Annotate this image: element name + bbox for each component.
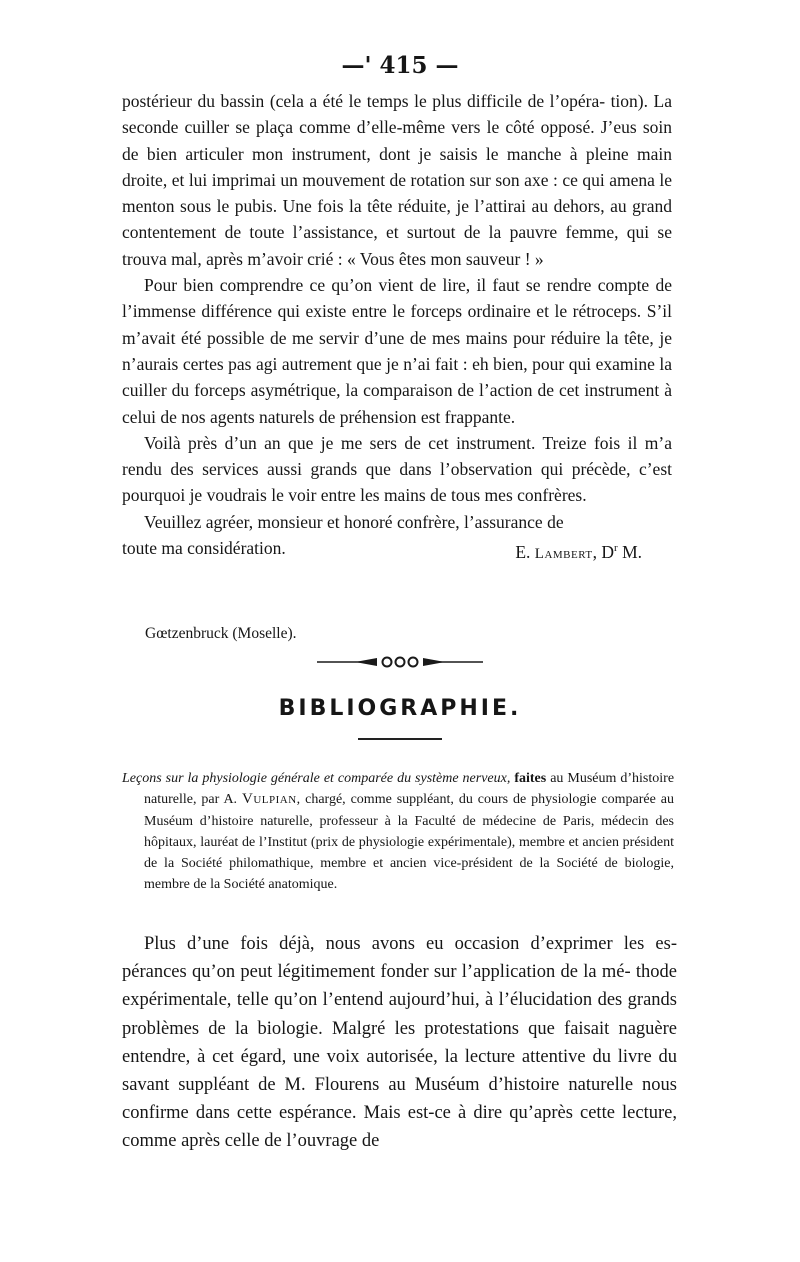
letter-paragraph-3: Voilà près d’un an que je me sers de cet instrument. Treize fois il m’a rendu des services aussi grands que dans l’observation qui précède, c’est pourquoi je voudrais le voir entre les mains de tous mes confrères. [122,432,672,506]
letter-paragraph-4: Veuillez agréer, monsieur et honoré confrère, l’assurance de [144,511,564,532]
letter-paragraph-2: Pour bien comprendre ce qu’on vient de lire, il faut se rendre compte de l’immense différence qui existe entre le forceps ordinaire et le rétroceps. S’il m’avait été possible de me servir d’une de mes mains pour réduire la tête, je n’aurais certes pas agi autrement que je n’ai fait : eh bien, pour qui examine la cuiller du forceps asymétrique, la comparaison de l’action de cet instrument à celui de nos agents naturels de préhension est frappante. [122,275,672,427]
book-title: Leçons sur la physiologie générale et comparée du système nerveux, [122,771,511,786]
title-rule [358,738,442,740]
letter-paragraph-1: postérieur du bassin (cela a été le temps le plus difficile de l’opéra- tion). La seconde cuiller se plaça comme d’elle-même vers le côté opposé. J’eus soin de bien articuler mon instrument, dont je saisis le manche à pleine main droite, et lui imprimai un mouvement de rotation sur son axe : ce qui amena le menton sous le pubis. Une fois la tête réduite, je l’attirai au dehors, au grand contentement de toute l’assistance, et surtout de la pauvre femme, qui se trouva mal, après m’avoir crié : « Vous êtes mon sauveur ! » [122,91,672,269]
review-text [122,930,677,1156]
author-name: Vulpian [242,791,297,808]
review-paragraph-1: Plus d’une fois déjà, nous avons eu occasion d’exprimer les es- pérances qu’on peut légitimement fonder sur l’application de la mé- thode expérimentale, telle qu’on l’entend aujourd’hui, à l’élucidation des grands problèmes de la biologie. Malgré les protestations que faisait naguère entendre, à cet égard, une voix autorisée, la lecture attentive du livre du savant suppléant de M. Flourens au Muséum d’histoire naturelle nous confirme dans cette espérance. Mais est-ce à dire qu’après cette lecture, comme après celle de l’ouvrage de [122,934,677,1152]
signature: E. Lambert, $D^r$ M. [515,541,642,562]
signature-suffix: M. [622,541,642,562]
faites-word: faites [514,771,547,786]
bibliography-entry [122,768,674,896]
bibliography-text-1: au Muséum d’histoire naturelle, par A. [144,771,675,808]
section-title: BIBLIOGRAPHIE. [278,696,522,721]
bibliography-text-2: , chargé, comme suppléant, du cours de physiologie comparée au Muséum d’histoire naturelle, professeur à la Faculté de médecine de Paris, médecin des hôpitaux, lauréat de l’Institut (prix de physiologie expérimentale), membre et ancien président de la Société philomathique, membre et ancien vice-président de la Société de biologie, membre de la Société anatomique. [144,792,675,893]
place-line: Gœtzenbruck (Moselle). [145,625,297,642]
letter-text [122,88,672,567]
signature-initial: E. [515,541,531,562]
signature-name: Lambert [534,545,593,562]
signature-title-sup: r [614,542,618,555]
signature-title: D [601,541,615,562]
closing-text: toute ma considération. [122,538,286,559]
signature-line [122,535,672,567]
page-number: —' 415 — [341,52,459,79]
ornament-divider-icon [315,654,485,670]
